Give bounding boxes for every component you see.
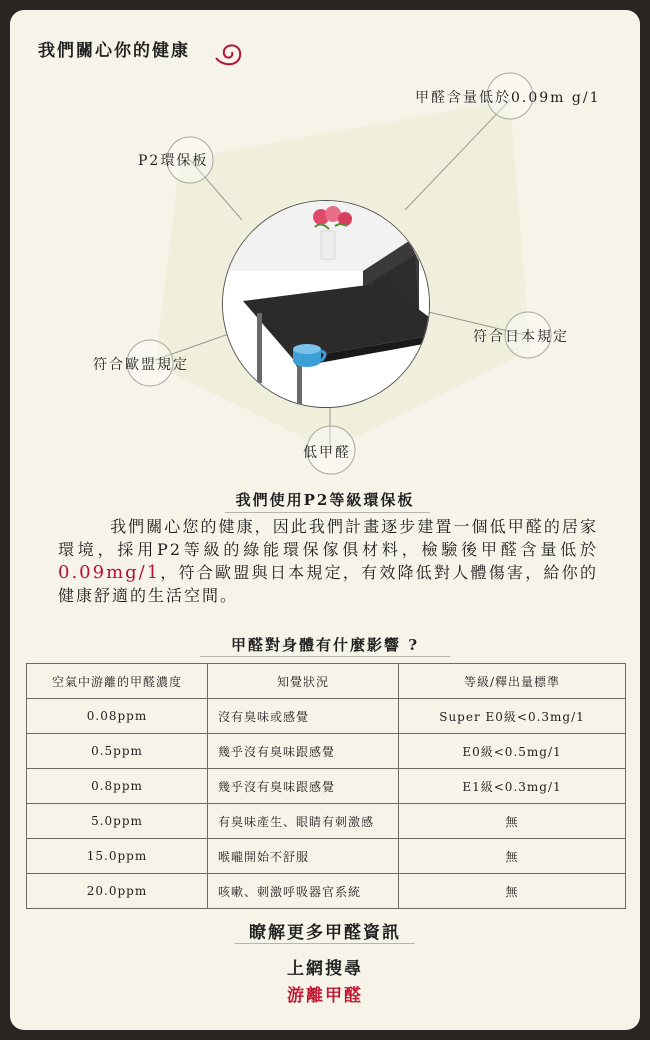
product-photo bbox=[222, 200, 430, 408]
learn-more-underline bbox=[235, 943, 415, 944]
table-row bbox=[27, 839, 626, 874]
cell-grade: 無 bbox=[399, 804, 626, 839]
effects-title-underline bbox=[200, 656, 450, 657]
formaldehyde-effects-table bbox=[26, 663, 626, 909]
intro-text-before: 我們關心您的健康，因此我們計畫逐步建置一個低甲醛的居家環境，採用P2等級的綠能環保傢俱材料，檢驗後甲醛含量低於 bbox=[58, 517, 598, 559]
cell-perception: 咳嗽、刺激呼吸器官系統 bbox=[208, 874, 399, 909]
table-row bbox=[27, 734, 626, 769]
cell-concentration: 0.5ppm bbox=[27, 734, 208, 769]
search-keyword: 游離甲醛 bbox=[287, 986, 363, 1006]
cell-grade: E0級<0.5mg/1 bbox=[399, 734, 626, 769]
search-online-text: 上網搜尋 bbox=[287, 959, 363, 979]
cell-concentration: 0.08ppm bbox=[27, 699, 208, 734]
cell-concentration: 15.0ppm bbox=[27, 839, 208, 874]
header-concentration: 空氣中游離的甲醛濃度 bbox=[27, 664, 208, 699]
node-label-japan-standard: 符合日本規定 bbox=[473, 329, 569, 345]
cell-concentration: 5.0ppm bbox=[27, 804, 208, 839]
intro-text-after: ，符合歐盟與日本規定，有效降低對人體傷害，給你的健康舒適的生活空間。 bbox=[58, 563, 598, 605]
cell-grade: 無 bbox=[399, 839, 626, 874]
intro-paragraph bbox=[58, 515, 598, 607]
table-row bbox=[27, 874, 626, 909]
cell-concentration: 20.0ppm bbox=[27, 874, 208, 909]
cell-grade: E1級<0.3mg/1 bbox=[399, 769, 626, 804]
cell-perception: 沒有臭味或感覺 bbox=[208, 699, 399, 734]
intro-title-underline bbox=[225, 512, 430, 513]
cell-perception: 喉嚨開始不舒服 bbox=[208, 839, 399, 874]
node-label-eu-standard: 符合歐盟規定 bbox=[93, 357, 189, 373]
learn-more-text: 瞭解更多甲醛資訊 bbox=[249, 923, 401, 943]
header-perception: 知覺狀況 bbox=[208, 664, 399, 699]
intro-highlight-value: 0.09mg/1 bbox=[58, 562, 161, 583]
intro-title: 我們使用P2等級環保板 bbox=[235, 491, 415, 509]
cell-concentration: 0.8ppm bbox=[27, 769, 208, 804]
effects-title: 甲醛對身體有什麼影響 ? bbox=[230, 636, 419, 654]
node-label-p2-board: P2環保板 bbox=[138, 153, 209, 169]
node-label-low-formaldehyde: 低甲醛 bbox=[303, 445, 351, 461]
cell-grade: 無 bbox=[399, 874, 626, 909]
cell-perception: 有臭味產生、眼睛有刺激感 bbox=[208, 804, 399, 839]
table-header-row bbox=[27, 664, 626, 699]
page-frame bbox=[10, 10, 640, 1030]
cell-grade: Super E0級<0.3mg/1 bbox=[399, 699, 626, 734]
table-row bbox=[27, 804, 626, 839]
cell-perception: 幾乎沒有臭味跟感覺 bbox=[208, 734, 399, 769]
header-grade: 等級/釋出量標準 bbox=[399, 664, 626, 699]
page-heading: 我們關心你的健康 bbox=[38, 41, 190, 61]
table-row bbox=[27, 699, 626, 734]
cell-perception: 幾乎沒有臭味跟感覺 bbox=[208, 769, 399, 804]
node-label-formaldehyde-content: 甲醛含量低於0.09m g/1 bbox=[415, 90, 601, 106]
table-row bbox=[27, 769, 626, 804]
